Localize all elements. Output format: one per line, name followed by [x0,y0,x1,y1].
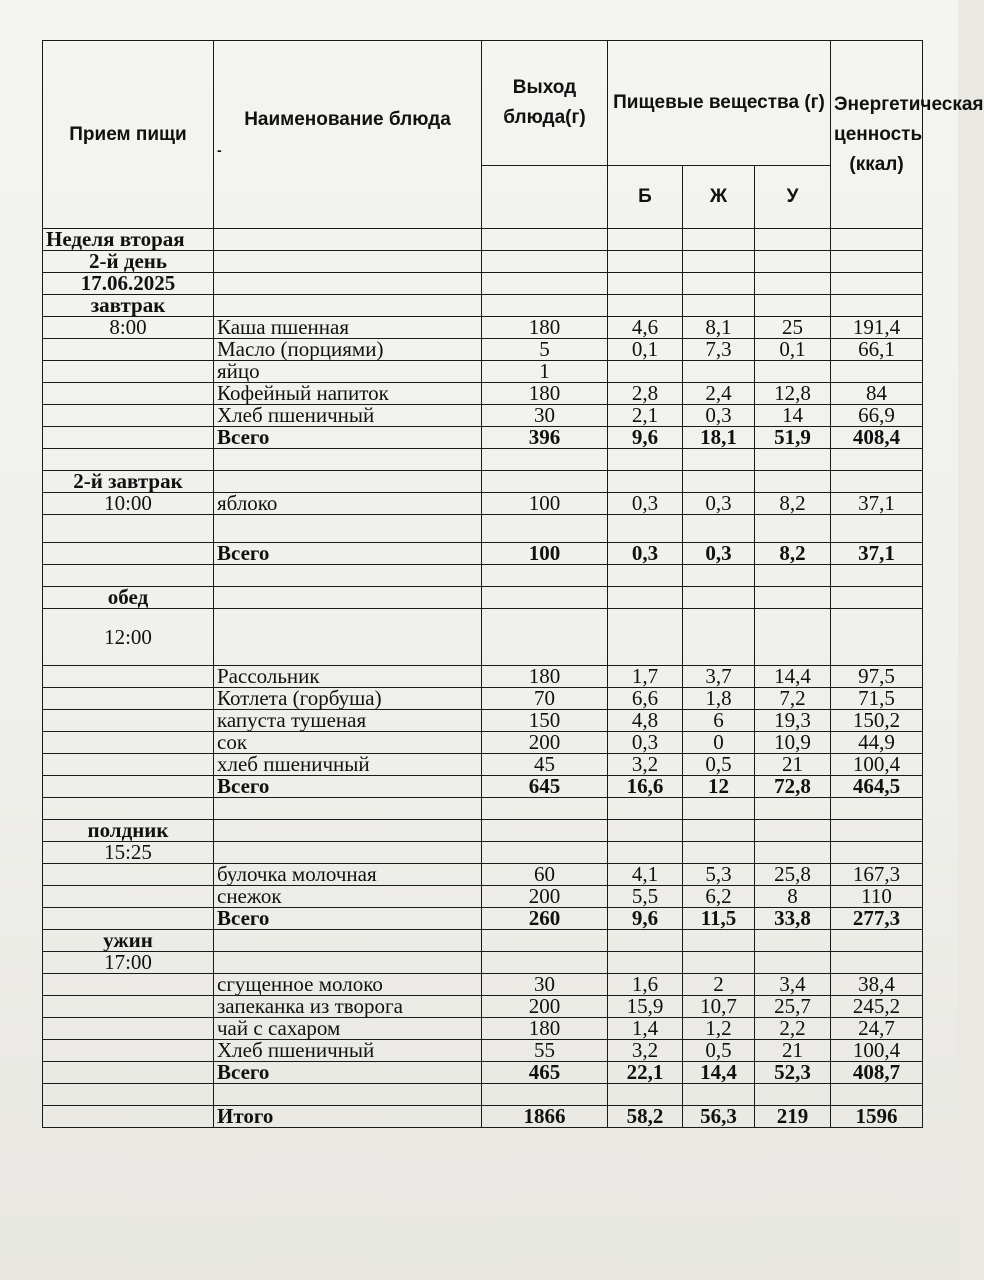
dish-b: 0,3 [608,732,683,754]
table-row [43,754,923,776]
dish-yield: 30 [482,974,608,996]
meal-title: полдник [43,820,214,842]
header-zh: Ж [683,165,755,228]
dish-b: 1,4 [608,1018,683,1040]
grand-total-label: Итого [214,1106,482,1128]
dish-zh: 10,7 [683,996,755,1018]
dish-name: булочка молочная [214,864,482,886]
dish-name: Хлеб пшеничный [214,405,482,427]
meal-row [43,587,923,609]
total-kcal: 277,3 [831,908,923,930]
dish-b: 1,6 [608,974,683,996]
dish-kcal: 44,9 [831,732,923,754]
dish-name: Масло (порциями) [214,339,482,361]
header-dish [214,41,482,229]
header-yield-blank [482,165,608,228]
dish-zh: 0,5 [683,754,755,776]
dish-u: 21 [755,1040,831,1062]
dish-u: 12,8 [755,383,831,405]
dish-name: сгущенное молоко [214,974,482,996]
header-meal: Прием пищи [43,41,214,229]
dish-kcal: 97,5 [831,666,923,688]
total-zh: 18,1 [683,427,755,449]
dish-yield: 180 [482,383,608,405]
total-u: 33,8 [755,908,831,930]
dish-u: 25,8 [755,864,831,886]
week-label: Неделя вторая [43,229,214,251]
dish-zh: 0 [683,732,755,754]
dish-kcal: 191,4 [831,317,923,339]
dish-kcal: 66,1 [831,339,923,361]
dish-u: 2,2 [755,1018,831,1040]
grand-total-u: 219 [755,1106,831,1128]
dish-zh: 5,3 [683,864,755,886]
total-b: 9,6 [608,427,683,449]
dish-name: Котлета (горбуша) [214,688,482,710]
dish-yield: 55 [482,1040,608,1062]
dish-b: 5,5 [608,886,683,908]
meal-row [43,820,923,842]
meal-title: завтрак [43,295,214,317]
header-energy: Энергетическая ценность (ккал) [831,41,923,229]
header-b: Б [608,165,683,228]
dish-yield: 180 [482,1018,608,1040]
dish-yield: 200 [482,886,608,908]
meal-time: 15:25 [43,842,214,864]
dish-kcal: 38,4 [831,974,923,996]
grand-total-zh: 56,3 [683,1106,755,1128]
dish-u: 25 [755,317,831,339]
dish-b: 2,8 [608,383,683,405]
total-u: 8,2 [755,543,831,565]
total-b: 0,3 [608,543,683,565]
dish-u: 19,3 [755,710,831,732]
dish-name: снежок [214,886,482,908]
time-row [43,609,923,666]
dish-u: 25,7 [755,996,831,1018]
total-row [43,776,923,798]
dish-yield: 5 [482,339,608,361]
total-yield: 396 [482,427,608,449]
total-label: Всего [214,427,482,449]
meal-title: 2-й завтрак [43,471,214,493]
total-u: 51,9 [755,427,831,449]
total-b: 22,1 [608,1062,683,1084]
table-row [43,864,923,886]
dish-name: запеканка из творога [214,996,482,1018]
dish-zh: 3,7 [683,666,755,688]
table-row [43,732,923,754]
day-label: 2-й день [43,251,214,273]
dish-yield: 200 [482,732,608,754]
dish-b: 4,1 [608,864,683,886]
meal-time: 8:00 [43,317,214,339]
menu-table [42,40,984,1128]
table-row [43,1040,923,1062]
dish-yield: 180 [482,666,608,688]
dish-yield: 150 [482,710,608,732]
total-kcal: 37,1 [831,543,923,565]
date-row [43,273,923,295]
dish-yield: 180 [482,317,608,339]
spacer-row [43,565,923,587]
total-label: Всего [214,776,482,798]
total-zh: 0,3 [683,543,755,565]
meal-title: ужин [43,930,214,952]
dish-name: чай с сахаром [214,1018,482,1040]
total-b: 9,6 [608,908,683,930]
table-row [43,361,923,383]
meal-time: 12:00 [43,609,214,666]
table-row [43,688,923,710]
spacer-row [43,798,923,820]
total-row [43,427,923,449]
total-kcal: 464,5 [831,776,923,798]
dish-kcal: 150,2 [831,710,923,732]
time-row [43,842,923,864]
table-row [43,317,923,339]
dish-b: 15,9 [608,996,683,1018]
total-u: 72,8 [755,776,831,798]
dish-kcal: 84 [831,383,923,405]
dish-u: 7,2 [755,688,831,710]
table-row [43,996,923,1018]
table-row [43,405,923,427]
week-row [43,229,923,251]
dish-zh: 1,2 [683,1018,755,1040]
spacer-row [43,515,923,543]
header-dish-label: Наименование блюда [244,108,451,130]
dish-u: 0,1 [755,339,831,361]
dish-zh: 0,3 [683,405,755,427]
dish-yield: 60 [482,864,608,886]
table-row [43,666,923,688]
total-yield: 100 [482,543,608,565]
dish-yield: 30 [482,405,608,427]
dish-yield: 1 [482,361,608,383]
total-row [43,1062,923,1084]
dish-zh: 2 [683,974,755,996]
header-nutrients: Пищевые вещества (г) [608,41,831,166]
total-zh: 11,5 [683,908,755,930]
dish-b: 1,7 [608,666,683,688]
dish-u: 8,2 [755,493,831,515]
dish-u: 14,4 [755,666,831,688]
dish-name: сок [214,732,482,754]
dish-u [755,361,831,383]
total-yield: 260 [482,908,608,930]
date-label: 17.06.2025 [43,273,214,295]
dish-b: 0,1 [608,339,683,361]
total-b: 16,6 [608,776,683,798]
header-row [43,41,923,166]
dish-kcal: 100,4 [831,1040,923,1062]
grand-total-b: 58,2 [608,1106,683,1128]
dish-kcal: 110 [831,886,923,908]
dish-name: Каша пшенная [214,317,482,339]
grand-total-kcal: 1596 [831,1106,923,1128]
total-label: Всего [214,543,482,565]
spacer-row [43,449,923,471]
dish-zh: 0,3 [683,493,755,515]
dish-b: 4,6 [608,317,683,339]
table-row [43,383,923,405]
dish-zh: 6,2 [683,886,755,908]
meal-row [43,295,923,317]
dish-b: 2,1 [608,405,683,427]
total-row [43,908,923,930]
dish-b: 3,2 [608,754,683,776]
dish-name: Хлеб пшеничный [214,1040,482,1062]
total-zh: 12 [683,776,755,798]
total-kcal: 408,4 [831,427,923,449]
dish-name: Кофейный напиток [214,383,482,405]
dish-u: 8 [755,886,831,908]
dish-kcal: 37,1 [831,493,923,515]
spacer-row [43,1084,923,1106]
dish-zh [683,361,755,383]
header-yield: Выход блюда(г) [482,41,608,166]
total-row [43,543,923,565]
dish-b: 0,3 [608,493,683,515]
grand-total-row [43,1106,923,1128]
dish-u: 14 [755,405,831,427]
total-yield: 645 [482,776,608,798]
dish-kcal: 245,2 [831,996,923,1018]
dish-b [608,361,683,383]
dish-zh: 1,8 [683,688,755,710]
meal-row [43,471,923,493]
dish-zh: 8,1 [683,317,755,339]
dish-kcal: 100,4 [831,754,923,776]
header-mark: - [217,141,222,158]
time-row [43,952,923,974]
meal-row [43,930,923,952]
total-u: 52,3 [755,1062,831,1084]
dish-zh: 0,5 [683,1040,755,1062]
day-row [43,251,923,273]
table-row [43,710,923,732]
total-zh: 14,4 [683,1062,755,1084]
dish-name: яблоко [214,493,482,515]
total-label: Всего [214,1062,482,1084]
dish-yield: 70 [482,688,608,710]
dish-u: 3,4 [755,974,831,996]
dish-zh: 6 [683,710,755,732]
dish-b: 6,6 [608,688,683,710]
dish-kcal: 24,7 [831,1018,923,1040]
dish-yield: 200 [482,996,608,1018]
dish-kcal: 71,5 [831,688,923,710]
dish-zh: 2,4 [683,383,755,405]
header-u: У [755,165,831,228]
table-row [43,974,923,996]
grand-total-yield: 1866 [482,1106,608,1128]
dish-kcal: 167,3 [831,864,923,886]
table-row [43,339,923,361]
table-row [43,886,923,908]
dish-kcal [831,361,923,383]
dish-name: капуста тушеная [214,710,482,732]
dish-u: 21 [755,754,831,776]
dish-u: 10,9 [755,732,831,754]
dish-b: 4,8 [608,710,683,732]
dish-zh: 7,3 [683,339,755,361]
dish-b: 3,2 [608,1040,683,1062]
meal-time: 10:00 [43,493,214,515]
table-row [43,493,923,515]
dish-kcal: 66,9 [831,405,923,427]
dish-name: Рассольник [214,666,482,688]
meal-time: 17:00 [43,952,214,974]
total-kcal: 408,7 [831,1062,923,1084]
dish-name: хлеб пшеничный [214,754,482,776]
total-yield: 465 [482,1062,608,1084]
dish-yield: 45 [482,754,608,776]
table-row [43,1018,923,1040]
dish-name: яйцо [214,361,482,383]
total-label: Всего [214,908,482,930]
dish-yield: 100 [482,493,608,515]
meal-title: обед [43,587,214,609]
